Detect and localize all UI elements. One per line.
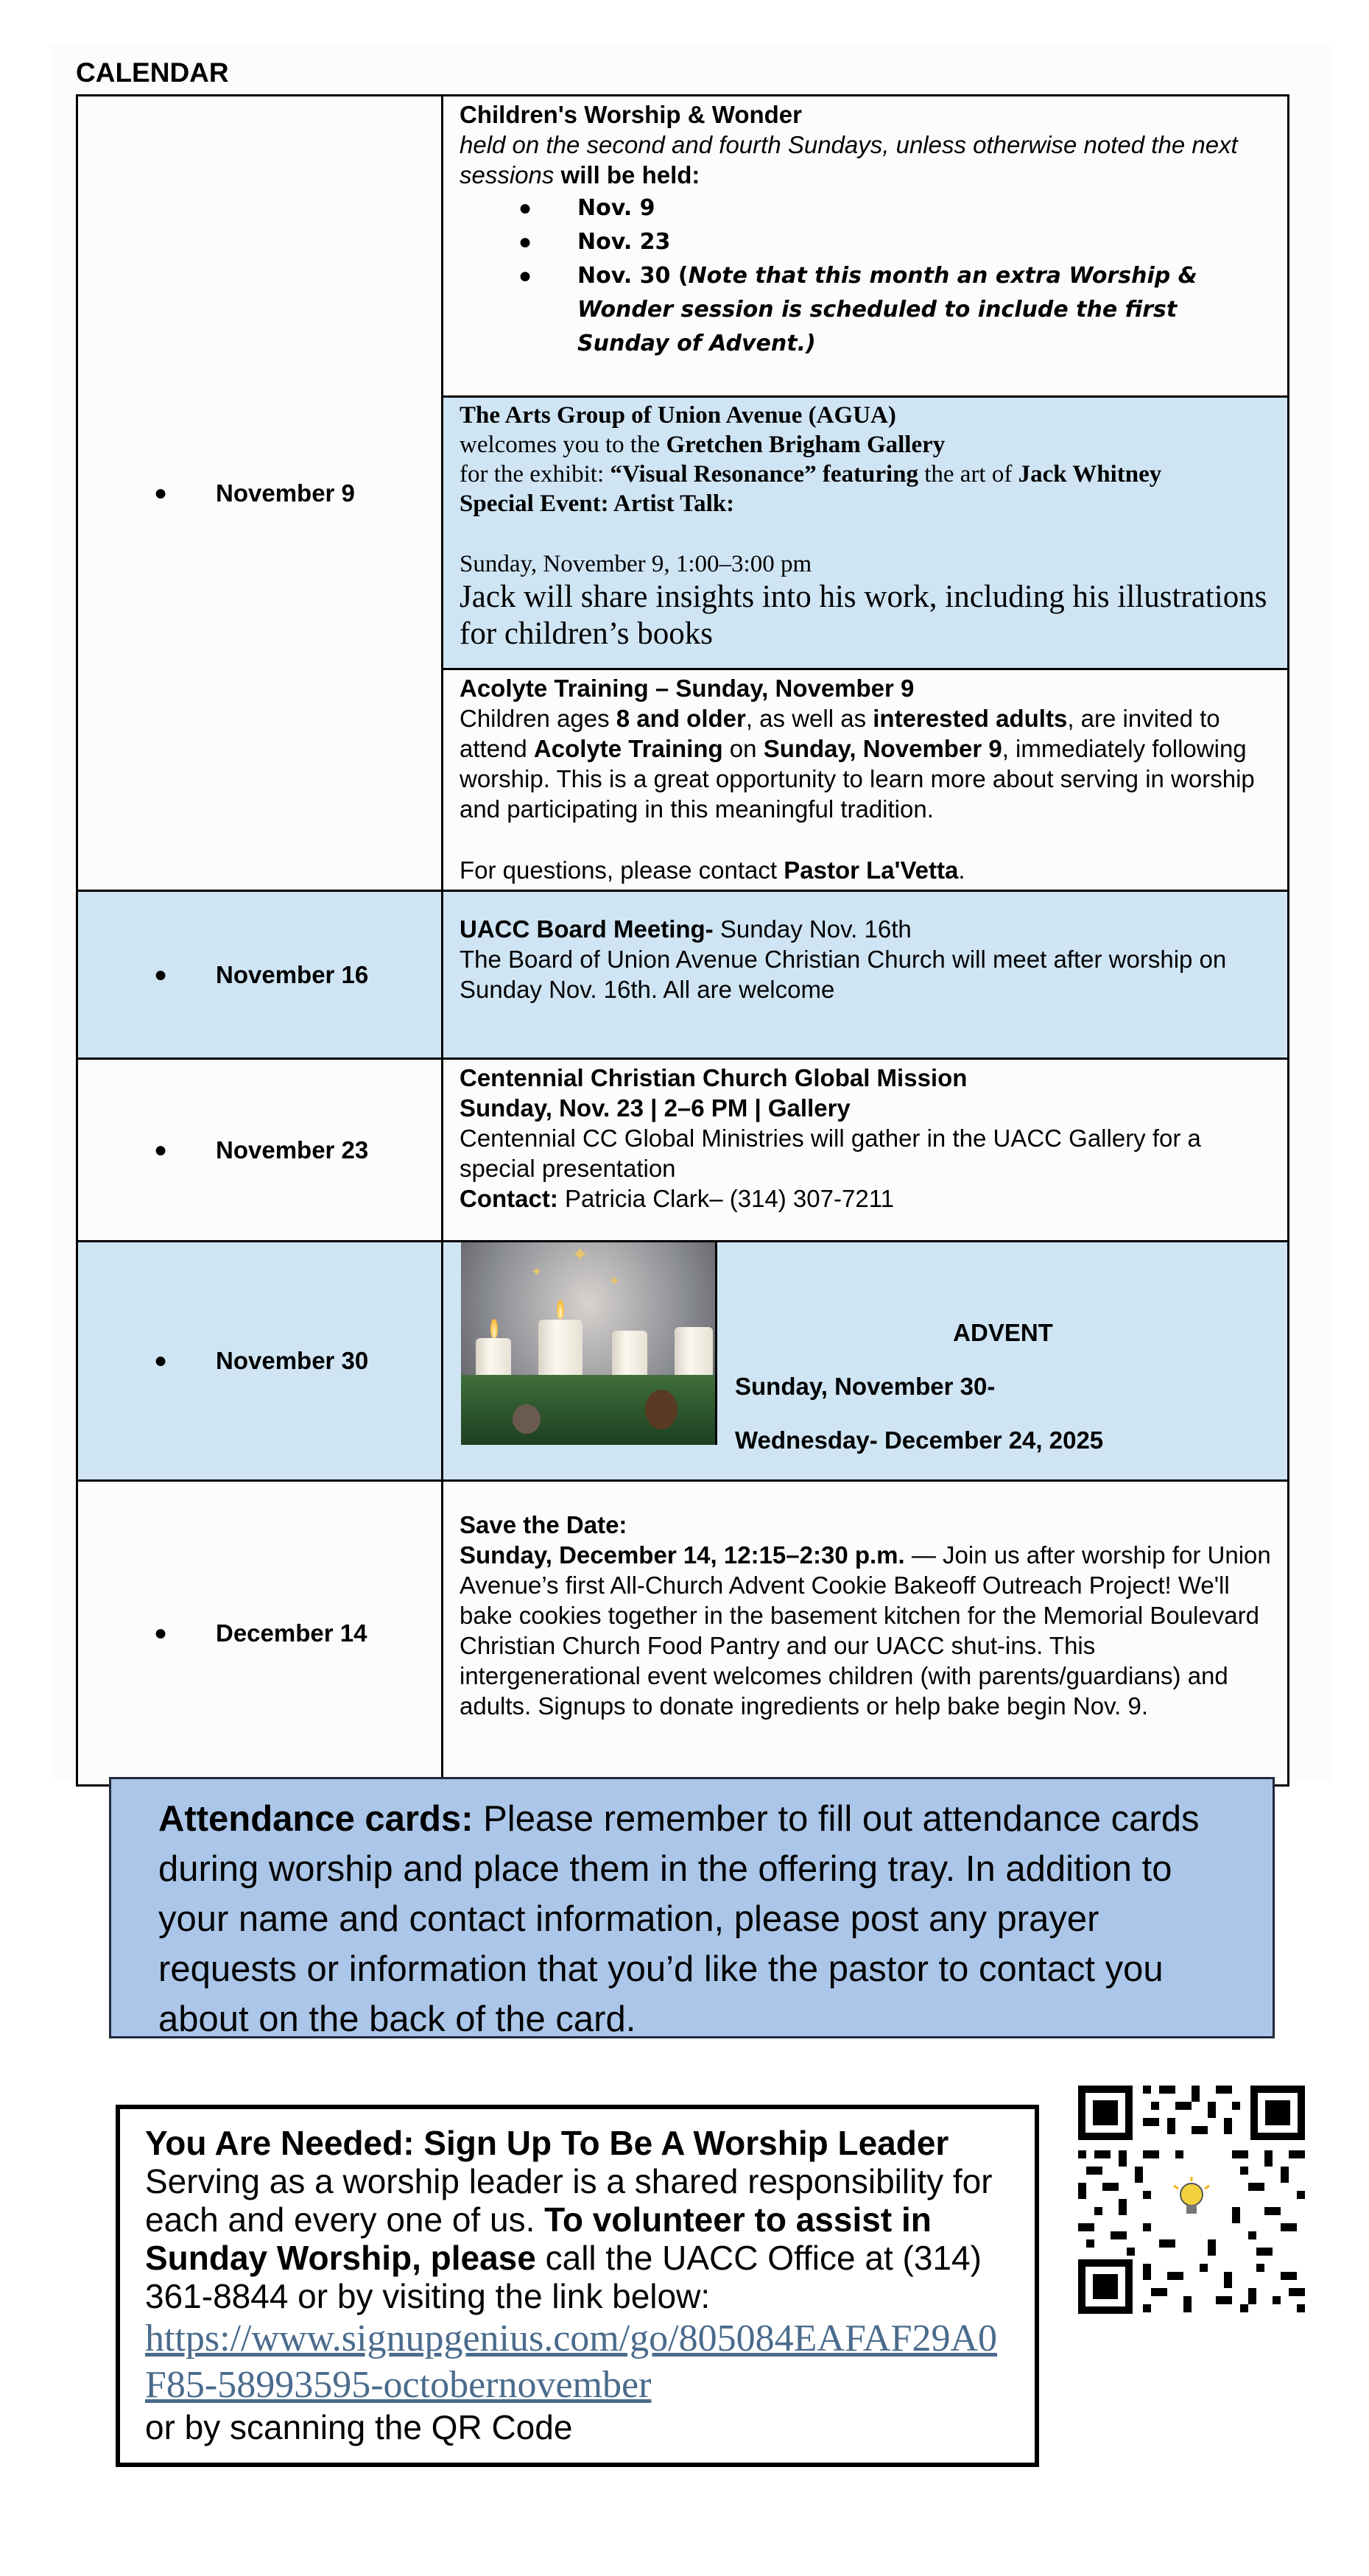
event-acolyte-training xyxy=(443,669,1289,891)
gallery-name: Gretchen Brigham Gallery xyxy=(666,432,946,458)
event-desc: Centennial CC Global Ministries will gather in the UACC Gallery for a special presentation xyxy=(460,1125,1201,1182)
event-advent xyxy=(443,1242,1289,1481)
ornament-icon xyxy=(513,1404,541,1434)
bullet: ● xyxy=(154,480,168,505)
qr-instruction: or by scanning the QR Code xyxy=(145,2408,573,2446)
attendance-cards-box xyxy=(109,1777,1275,2038)
list-item: ● Nov. 23 xyxy=(518,229,671,255)
star-icon: ✦ xyxy=(531,1264,543,1279)
pinecone-icon xyxy=(645,1390,678,1429)
event-title: Children's Worship & Wonder xyxy=(460,101,802,128)
qr-code-icon[interactable] xyxy=(1075,2083,1308,2317)
star-icon: ✦ xyxy=(571,1243,589,1266)
session-list xyxy=(460,191,1271,361)
date-label: December 14 xyxy=(216,1619,367,1647)
date-cell-nov-16: ● November 16 xyxy=(77,891,443,1059)
event-board-meeting: UACC Board Meeting- Sunday Nov. 16th The Board of Union Avenue Christian Church will meet after worship on Sunday Nov. 16th. All are welcome xyxy=(443,891,1289,1059)
artist-name: Jack Whitney xyxy=(1018,461,1162,488)
date-label: November 16 xyxy=(216,960,369,988)
list-item: ● Nov. 30 (Note that this month an extra Worship & Wonder session is scheduled to include the first Sunday of Advent.) xyxy=(518,263,1197,356)
calendar-table xyxy=(76,94,1289,1787)
date-label: November 9 xyxy=(216,479,355,507)
event-childrens-worship xyxy=(443,96,1289,397)
event-title: Centennial Christian Church Global Mission xyxy=(460,1064,968,1091)
event-desc: held on the second and fourth Sundays, unless otherwise noted the next sessions xyxy=(460,131,1238,189)
session-note: Note that this month an extra Worship & Wonder session is scheduled to include the first Sunday of Advent.) xyxy=(577,263,1197,356)
date-label: November 30 xyxy=(216,1347,369,1374)
event-datetime: Sunday, November 9, 1:00–3:00 pm xyxy=(460,551,812,577)
event-title: Save the Date: xyxy=(460,1511,627,1538)
exhibit-name: “Visual Resonance” featuring xyxy=(610,461,918,488)
advent-start: Sunday, November 30- xyxy=(735,1373,996,1400)
calendar-title: CALENDAR xyxy=(76,57,229,88)
date-cell-dec-14: ● December 14 xyxy=(77,1481,443,1786)
event-insight: Jack will share insights into his work, including his illustrations for children’s books xyxy=(460,580,1267,651)
volunteer-text: Serving as a worship leader is a shared responsibility for each and every one of us. To volunteer to assist in Sunday Worship, please call the UACC Office at (314) 361-8844 or by visiting the link below: xyxy=(145,2162,993,2315)
star-icon: ✦ xyxy=(608,1273,621,1289)
event-when: Sunday, Nov. 23 | 2–6 PM | Gallery xyxy=(460,1094,851,1122)
signup-link[interactable]: https://www.signupgenius.com/go/805084EAFAF29A0F85-58993595-octobernovember xyxy=(145,2318,998,2406)
advent-end: Wednesday- December 24, 2025 xyxy=(735,1426,1104,1454)
volunteer-title: You Are Needed: Sign Up To Be A Worship Leader xyxy=(145,2124,949,2162)
date-cell-nov-23: ● November 23 xyxy=(77,1059,443,1242)
event-agua: The Arts Group of Union Avenue (AGUA) welcomes you to the Gretchen Brigham Gallery for the exhibit: “Visual Resonance” featuring the art of Jack Whitney Special Event: Artist Talk: Sunday, November 9, 1:00–3:00 pm Jack will share insights into his work, including his illustrations for children’s books xyxy=(443,397,1289,669)
event-contact: Contact: Patricia Clark– (314) 307-7211 xyxy=(460,1185,894,1212)
event-title: The Arts Group of Union Avenue (AGUA) xyxy=(460,402,896,429)
advent-candles-image xyxy=(461,1242,717,1445)
event-desc: Children ages 8 and older, as well as interested adults, are invited to attend Acolyte Training on Sunday, November 9, immediately following worship. This is a great opportunity to learn more about serving in worship and participating in this meaningful tradition. xyxy=(460,705,1255,823)
worship-leader-box xyxy=(116,2105,1039,2467)
special-event: Special Event: Artist Talk: xyxy=(460,490,735,517)
list-item: ● Nov. 9 xyxy=(518,195,655,221)
event-desc-bold: will be held: xyxy=(554,161,700,189)
event-desc: Sunday, December 14, 12:15–2:30 p.m. — Join us after worship for Union Avenue’s first All-Church Advent Cookie Bakeoff Outreach Project! We'll bake cookies together in the basement kitchen for the Memorial Boulevard Christian Church Food Pantry and our UACC shut-ins. This intergenerational event welcomes children (with parents/guardians) and adults. Signups to donate ingredients or help bake begin Nov. 9. xyxy=(460,1541,1271,1720)
date-label: November 23 xyxy=(216,1136,369,1164)
event-centennial xyxy=(443,1059,1289,1242)
event-cookie-bakeoff xyxy=(443,1481,1289,1786)
advent-heading: ADVENT xyxy=(953,1319,1053,1346)
flame-icon xyxy=(557,1300,564,1319)
date-cell-nov-30: ● November 30 xyxy=(77,1242,443,1481)
event-title: UACC Board Meeting- xyxy=(460,915,714,943)
flame-icon xyxy=(490,1319,498,1338)
date-cell-nov-9 xyxy=(77,96,443,891)
event-contact: For questions, please contact Pastor La'Vetta. xyxy=(460,856,965,884)
event-desc: The Board of Union Avenue Christian Church will meet after worship on Sunday Nov. 16th. All are welcome xyxy=(460,946,1227,1003)
event-title: Acolyte Training – Sunday, November 9 xyxy=(460,675,915,702)
attendance-text: Please remember to fill out attendance cards during worship and place them in the offering tray. In addition to your name and contact information, please post any prayer requests or information that you’d like the pastor to contact you about on the back of the card. xyxy=(158,1799,1200,2039)
attendance-label: Attendance cards: xyxy=(158,1799,474,1839)
